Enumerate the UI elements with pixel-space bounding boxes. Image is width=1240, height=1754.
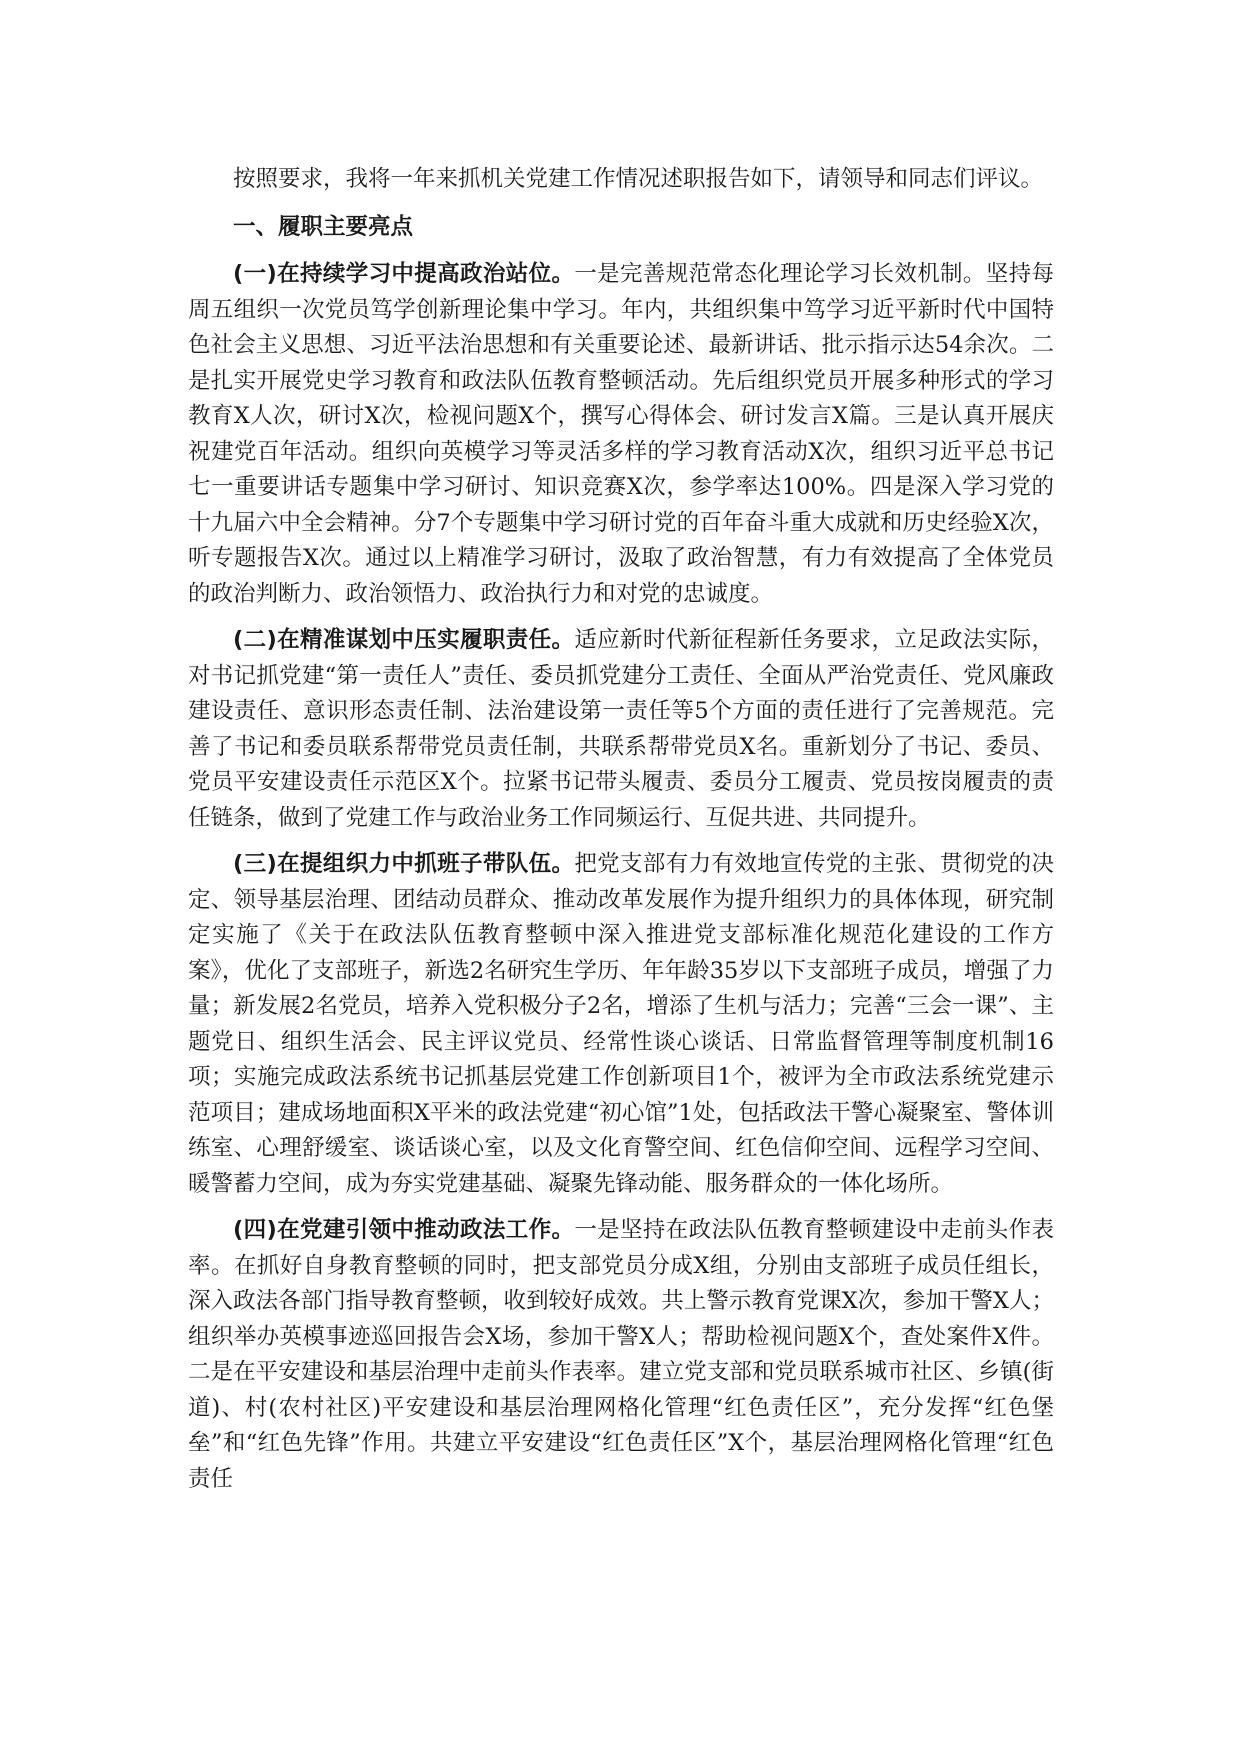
item-body-1: 一是完善规范常态化理论学习长效机制。坚持每周五组织一次党员笃学创新理论集中学习。年内，共组织集中笃学习近平新时代中国特色社会主义思想、习近平法治思想和有关重要论述、最新讲话、批示指示达54余次。二是扎实开展党史学习教育和政法队伍教育整顿活动。先后组织党员开展多种形式的学习教育X人次，研讨X次，检视问题X个，撰写心得体会、研讨发言X篇。三是认真开展庆祝建党百年活动。组织向英模学习等灵活多样的学习教育活动X次，组织习近平总书记七一重要讲话专题集中学习研讨、知识竞赛X次，参学率达100%。四是深入学习党的十九届六中全会精神。分7个专题集中学习研讨党的百年奋斗重大成就和历史经验X次，听专题报告X次。通过以上精准学习研讨，汲取了政治智慧，有力有效提高了全体党员的政治判断力、政治领悟力、政治执行力和对党的忠诚度。 (188, 261, 1054, 607)
item-paragraph-1 (188, 257, 1054, 612)
document-page (188, 162, 1054, 1508)
item-lead-3: (三)在提组织力中抓班子带队伍。 (233, 851, 575, 877)
item-paragraph-3 (188, 847, 1054, 1202)
section-heading: 一、履职主要亮点 (233, 213, 414, 240)
item-lead-2: (二)在精准谋划中压实履职责任。 (233, 627, 575, 653)
intro-paragraph: 按照要求，我将一年来抓机关党建工作情况述职报告如下，请领导和同志们评议。 (233, 166, 1044, 192)
item-lead-1: (一)在持续学习中提高政治站位。 (233, 261, 575, 287)
item-paragraph-4 (188, 1213, 1054, 1497)
item-lead-4: (四)在党建引领中推动政法工作。 (233, 1217, 575, 1243)
item-body-4: 一是坚持在政法队伍教育整顿建设中走前头作表率。在抓好自身教育整顿的同时，把支部党员分成X组，分别由支部班子成员任组长，深入政法各部门指导教育整顿，收到较好成效。共上警示教育党课X次，参加干警X人；组织举办英模事迹巡回报告会X场，参加干警X人；帮助检视问题X个，查处案件X件。二是在平安建设和基层治理中走前头作表率。建立党支部和党员联系城市社区、乡镇(街道)、村(农村社区)平安建设和基层治理网格化管理“红色责任区”，充分发挥“红色堡垒”和“红色先锋”作用。共建立平安建设“红色责任区”X个，基层治理网格化管理“红色责任 (188, 1217, 1054, 1492)
item-body-2: 适应新时代新征程新任务要求，立足政法实际，对书记抓党建“第一责任人”责任、委员抓党建分工责任、全面从严治党责任、党风廉政建设责任、意识形态责任制、法治建设第一责任等5个方面的责任进行了完善规范。完善了书记和委员联系帮带党员责任制，共联系帮带党员X名。重新划分了书记、委员、党员平安建设责任示范区X个。拉紧书记带头履责、委员分工履责、党员按岗履责的责任链条，做到了党建工作与政治业务工作同频运行、互促共进、共同提升。 (188, 627, 1054, 831)
item-paragraph-2 (188, 623, 1054, 836)
item-body-3: 把党支部有力有效地宣传党的主张、贯彻党的决定、领导基层治理、团结动员群众、推动改革发展作为提升组织力的具体体现，研究制定实施了《关于在政法队伍教育整顿中深入推进党支部标准化规范化建设的工作方案》，优化了支部班子，新选2名研究生学历、年年龄35岁以下支部班子成员，增强了力量；新发展2名党员，培养入党积极分子2名，增添了生机与活力；完善“三会一课”、主题党日、组织生活会、民主评议党员、经常性谈心谈话、日常监督管理等制度机制16项；实施完成政法系统书记抓基层党建工作创新项目1个，被评为全市政法系统党建示范项目；建成场地面积X平米的政法党建“初心馆”1处，包括政法干警心凝聚室、警体训练室、心理舒缓室、谈话谈心室，以及文化育警空间、红色信仰空间、远程学习空间、暖警蓄力空间，成为夯实党建基础、凝聚先锋动能、服务群众的一体化场所。 (188, 851, 1054, 1197)
